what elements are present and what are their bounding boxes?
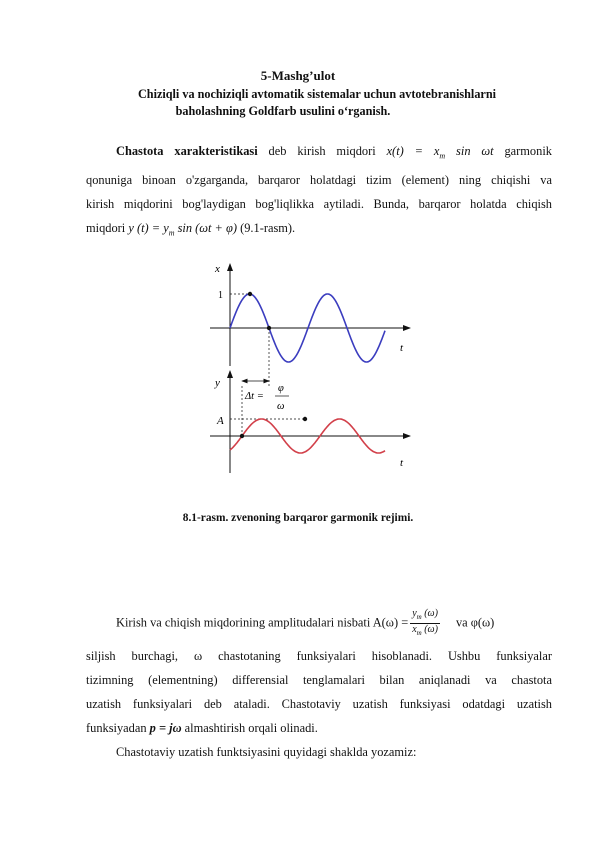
t-axis-label-bottom: t [400, 457, 404, 469]
formula-input: $x(t) = x_m$ sin ωt [386, 144, 494, 161]
text-run: Kirish va chiqish miqdorining amplitudalari nisbati [116, 615, 373, 630]
paragraph-line [86, 139, 552, 168]
output-start-dot [240, 434, 244, 438]
formula-output: y $(t) = y_m$ sin (ωt + φ) [128, 221, 237, 238]
page-subtitle [0, 86, 596, 120]
subtitle-line-1: Chiziqli va nochiziqli avtomatik sistemalar uchun avtotebranishlarni [138, 87, 496, 101]
phi-label: φ [278, 383, 284, 394]
paragraph-line: kirish miqdorini bog'laydigan bog'liqlikka aytiladi. Bunda, barqaror holatda chiqish [86, 197, 552, 212]
amplitude-fraction [410, 608, 440, 639]
x-axis-label: x [215, 263, 220, 275]
fraction-denominator: $x_m$ (ω) [412, 624, 438, 637]
paragraph-line: uzatish funksiyalari deb ataladi. Chastotaviy uzatish funksiyasi odatdagi uzatish [86, 697, 552, 711]
paragraph-line: siljish burchagi, ω chastotaning funksiyalari hisoblanadi. Ushbu funksiyalar [86, 649, 552, 663]
subtitle-line-2: baholashning Goldfarb usulini o‘rganish. [175, 104, 391, 118]
omega-label: ω [277, 401, 285, 412]
formula-a-omega: A(ω) = [372, 615, 409, 630]
text-run: Chastotaviy uzatish funktsiyasini quyidagi shaklda yozamiz: [116, 745, 417, 759]
paragraph-functions [86, 644, 552, 740]
amplitude-label: A [217, 415, 224, 427]
y-axis-label: y [215, 377, 220, 389]
text-run: deb kirish miqdori [257, 144, 387, 158]
t-axis-label-top: t [400, 342, 404, 354]
paragraph-frequency-characteristic [86, 139, 552, 246]
paragraph-line: miqdori y $(t) = y_m$ sin (ωt + φ) (9.1-rasm). [86, 221, 296, 238]
output-peak-dot [303, 417, 307, 421]
paragraph-amplitude-ratio [86, 608, 552, 639]
paragraph-transfer-function [86, 740, 552, 764]
delta-t-label: Δt = [245, 391, 264, 402]
text-run: garmonik [493, 144, 552, 158]
term-frequency-characteristic: Chastota xarakteristikasi [116, 144, 258, 158]
tick-one: 1 [218, 290, 223, 301]
input-peak-dot [248, 292, 252, 296]
page-title: 5-Mashg’ulot [260, 68, 336, 83]
fraction-numerator: $y_m$ (ω) [410, 608, 440, 624]
phase-function: va φ(ω) [455, 615, 495, 630]
paragraph-line: qonuniga binoan o'zgarganda, barqaror holatdagi tizim (element) ning chiqishi va [86, 173, 552, 188]
substitution-formula: p = jω [149, 721, 182, 735]
figure-caption: 8.1-rasm. zvenoning barqaror garmonik rejimi. [182, 512, 414, 524]
paragraph-line: funksiyadan p = jω almashtirish orqali olinadi. [86, 721, 318, 735]
paragraph-line: tizimning (elementning) differensial tenglamalari bilan aniqlanadi va chastota [86, 673, 552, 687]
harmonic-signals-figure [195, 258, 425, 478]
